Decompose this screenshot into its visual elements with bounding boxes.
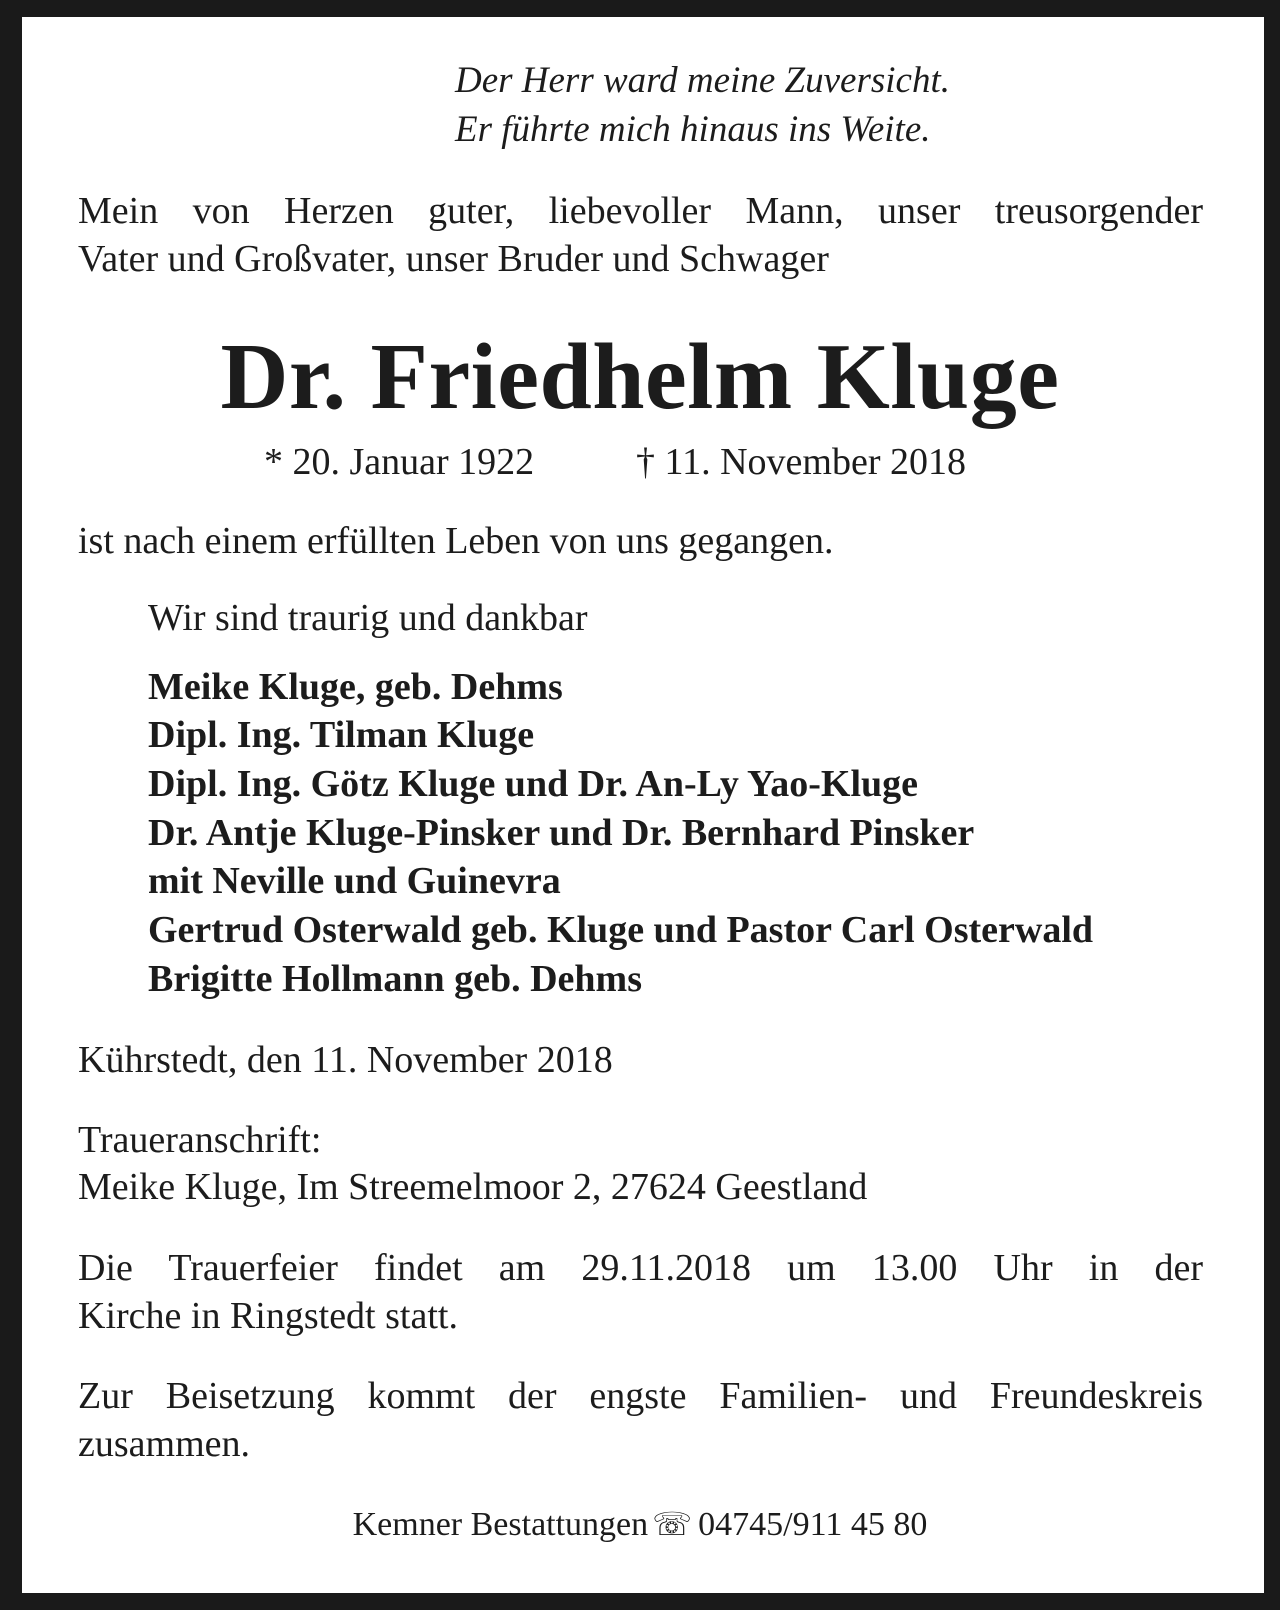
- burial-line-2: zusammen.: [78, 1423, 251, 1465]
- intro-line-2: Vater und Großvater, unser Bruder und Schwager: [78, 238, 829, 280]
- mourner-4: Dr. Antje Kluge-Pinsker und Dr. Bernhard Pinsker: [148, 812, 975, 854]
- place-date: Kührstedt, den 11. November 2018: [78, 1039, 613, 1081]
- passed-text: ist nach einem erfüllten Leben von uns gegangen.: [78, 520, 834, 562]
- address-label: Traueranschrift:: [78, 1119, 322, 1161]
- birth-date: * 20. Januar 1922: [264, 441, 535, 483]
- mourner-7: Brigitte Hollmann geb. Dehms: [148, 958, 642, 1000]
- mourner-2: Dipl. Ing. Tilman Kluge: [148, 714, 535, 756]
- ceremony-line-1: Die Trauerfeier findet am 29.11.2018 um 13.00 Uhr in der: [78, 1247, 1203, 1289]
- undertaker-name: Kemner Bestattungen: [352, 1506, 649, 1543]
- intro-line-1: Mein von Herzen guter, liebevoller Mann, unser treusorgender: [78, 190, 1203, 232]
- ceremony-line-2: Kirche in Ringstedt statt.: [78, 1295, 458, 1337]
- burial-line-1: Zur Beisetzung kommt der engste Familien- und Freundeskreis: [78, 1375, 1203, 1417]
- telephone-icon: ☏: [652, 1505, 693, 1543]
- motto-line-2: Er führte mich hinaus ins Weite.: [455, 109, 931, 150]
- death-date: † 11. November 2018: [636, 441, 966, 483]
- motto-line-1: Der Herr ward meine Zuversicht.: [455, 60, 950, 101]
- deceased-name: Dr. Friedhelm Kluge: [220, 325, 1060, 429]
- mourner-5: mit Neville und Guinevra: [148, 860, 561, 902]
- mourner-6: Gertrud Osterwald geb. Kluge und Pastor Carl Osterwald: [148, 909, 1094, 951]
- mourners-intro: Wir sind traurig und dankbar: [148, 597, 588, 639]
- undertaker-footer: [0, 1502, 1280, 1547]
- mourner-1: Meike Kluge, geb. Dehms: [148, 666, 563, 708]
- address-line: Meike Kluge, Im Streemelmoor 2, 27624 Geestland: [78, 1166, 868, 1208]
- undertaker-phone: 04745/911 45 80: [698, 1506, 928, 1543]
- mourner-3: Dipl. Ing. Götz Kluge und Dr. An-Ly Yao-Kluge: [148, 763, 919, 805]
